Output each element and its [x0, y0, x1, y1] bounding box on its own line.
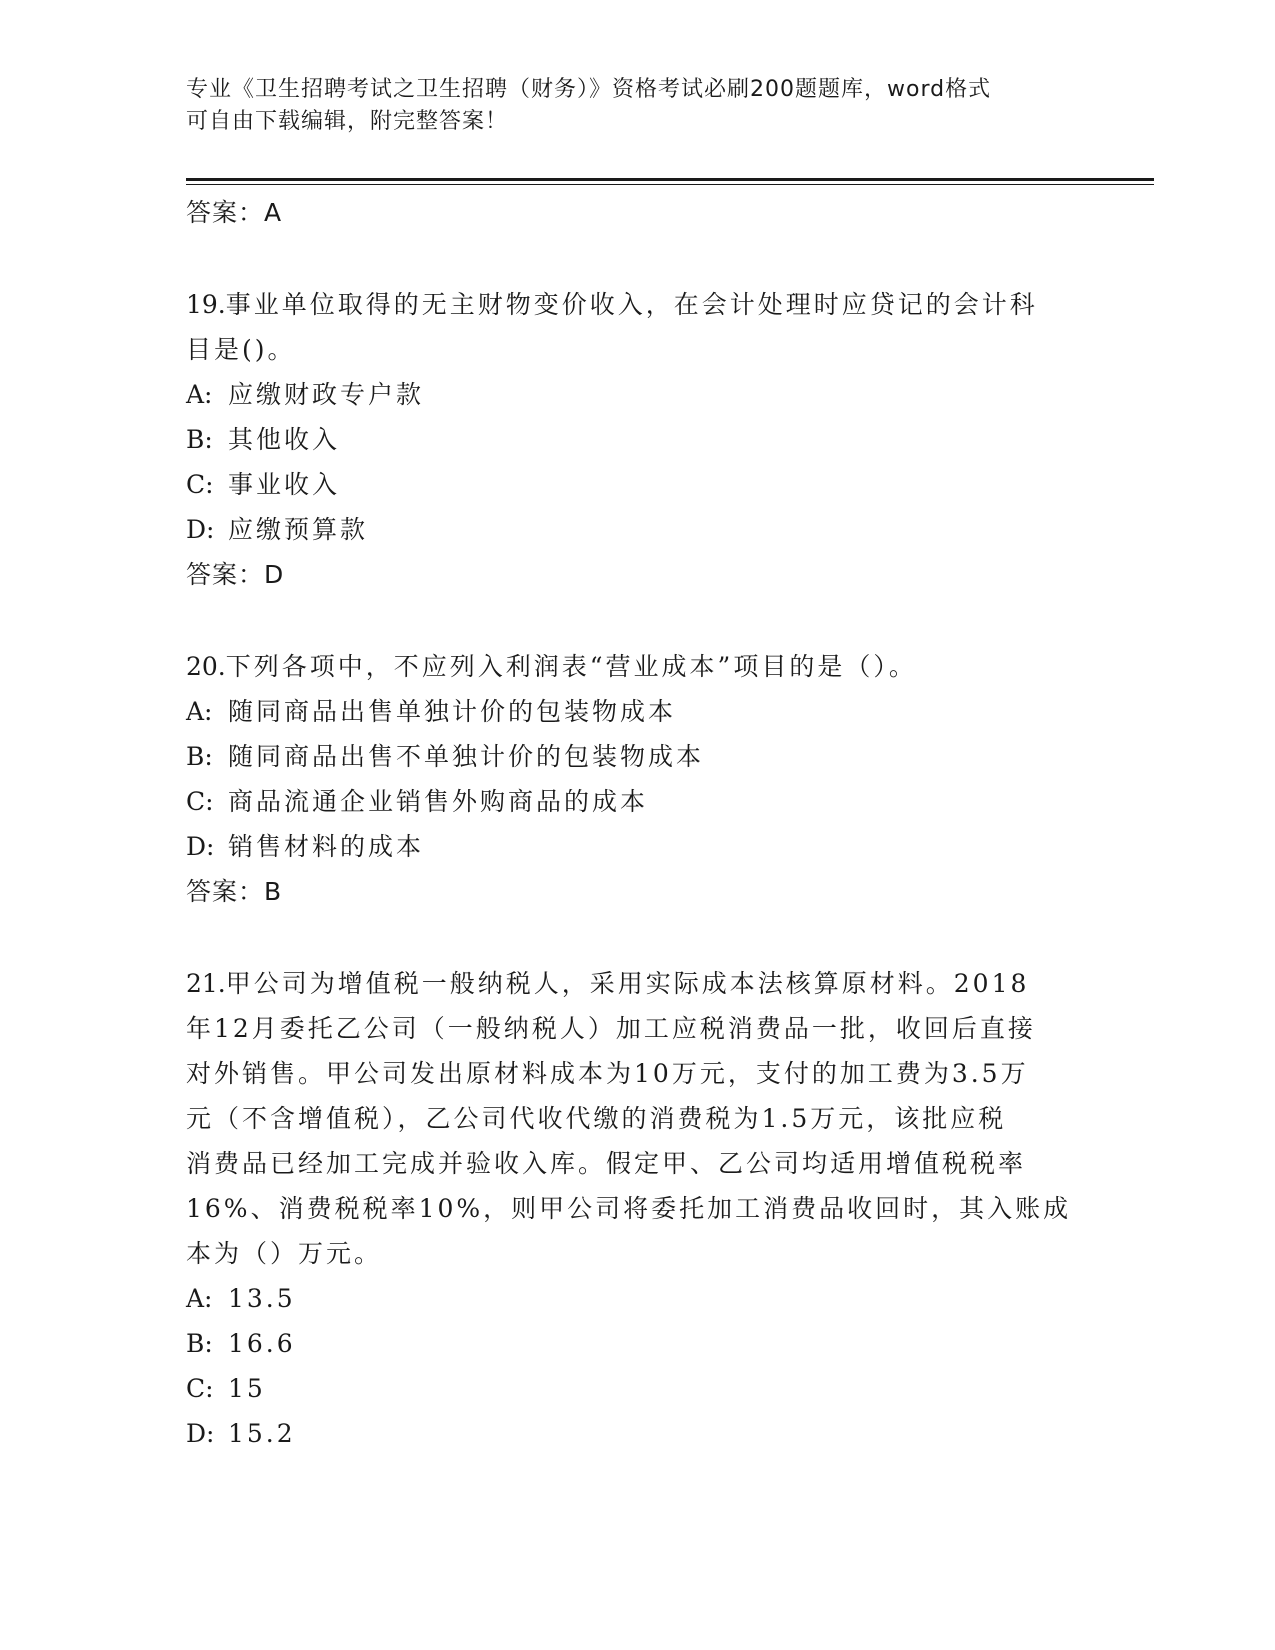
question-19 [186, 282, 1086, 598]
option-a [186, 1276, 1086, 1321]
header-line-1: 专业《卫生招聘考试之卫生招聘（财务）》资格考试必刷200题题库，word格式 [186, 77, 992, 102]
option-label: D: [186, 515, 215, 544]
answer: 答案：D [186, 560, 285, 589]
question-line: 元（不含增值税），乙公司代收代缴的消费税为1.5万元，该批应税 [186, 1104, 1007, 1133]
document-body [186, 190, 1086, 1456]
question-line-text: 下列各项中，不应列入利润表“营业成本”项目的是（）。 [225, 652, 917, 681]
option-label: B: [186, 742, 213, 771]
option-label: D: [186, 1419, 215, 1448]
option-a [186, 689, 1086, 734]
question-text [186, 282, 1086, 372]
option-label: C: [186, 787, 214, 816]
option-label: D: [186, 832, 215, 861]
option-text: 13.5 [228, 1284, 296, 1313]
option-text: 随同商品出售单独计价的包装物成本 [228, 697, 677, 726]
header-divider-thin [186, 184, 1154, 185]
question-line-text: 甲公司为增值税一般纳税人，采用实际成本法核算原材料。2018 [225, 969, 1030, 998]
question-20 [186, 644, 1086, 915]
question-line: 年12月委托乙公司（一般纳税人）加工应税消费品一批，收回后直接 [186, 1014, 1036, 1043]
question-number: 19. [186, 290, 226, 319]
option-b [186, 1321, 1086, 1366]
question-21 [186, 961, 1086, 1456]
option-text: 事业收入 [228, 470, 341, 499]
document-header [186, 74, 1066, 138]
option-text: 其他收入 [228, 425, 341, 454]
option-text: 商品流通企业销售外购商品的成本 [228, 787, 649, 816]
option-d [186, 507, 1086, 552]
option-c [186, 1366, 1086, 1411]
option-c [186, 779, 1086, 824]
question-line [186, 282, 1086, 327]
question-line: 目是()。 [186, 335, 296, 364]
option-b [186, 417, 1086, 462]
option-text: 16.6 [228, 1329, 296, 1358]
option-text: 应缴财政专户款 [228, 380, 425, 409]
question-line [186, 961, 1086, 1006]
option-b [186, 734, 1086, 779]
option-label: B: [186, 1329, 213, 1358]
question-line: 消费品已经加工完成并验收入库。假定甲、乙公司均适用增值税税率 [186, 1149, 1027, 1178]
option-label: A: [186, 1284, 213, 1313]
option-label: B: [186, 425, 213, 454]
header-divider-thick [186, 178, 1154, 181]
header-line-2: 可自由下载编辑，附完整答案！ [186, 109, 509, 134]
option-text: 随同商品出售不单独计价的包装物成本 [228, 742, 705, 771]
question-line-text: 事业单位取得的无主财物变价收入，在会计处理时应贷记的会计科 [225, 290, 1038, 319]
question-line [186, 644, 1086, 689]
question-line: 16%、消费税税率10%，则甲公司将委托加工消费品收回时，其入账成 [186, 1194, 1072, 1223]
option-text: 15 [228, 1374, 266, 1403]
option-label: C: [186, 470, 214, 499]
question-number: 20. [186, 652, 226, 681]
question-text [186, 644, 1086, 689]
option-c [186, 462, 1086, 507]
question-line: 对外销售。甲公司发出原材料成本为10万元，支付的加工费为3.5万 [186, 1059, 1029, 1088]
option-d [186, 1411, 1086, 1456]
question-text [186, 961, 1086, 1276]
previous-answer: 答案：A [186, 198, 283, 227]
option-d [186, 824, 1086, 869]
option-a [186, 372, 1086, 417]
question-line: 本为（）万元。 [186, 1239, 383, 1268]
option-text: 15.2 [228, 1419, 296, 1448]
answer: 答案：B [186, 877, 283, 906]
option-text: 应缴预算款 [228, 515, 369, 544]
option-label: A: [186, 380, 213, 409]
question-number: 21. [186, 969, 226, 998]
option-label: C: [186, 1374, 214, 1403]
option-text: 销售材料的成本 [228, 832, 425, 861]
option-label: A: [186, 697, 213, 726]
